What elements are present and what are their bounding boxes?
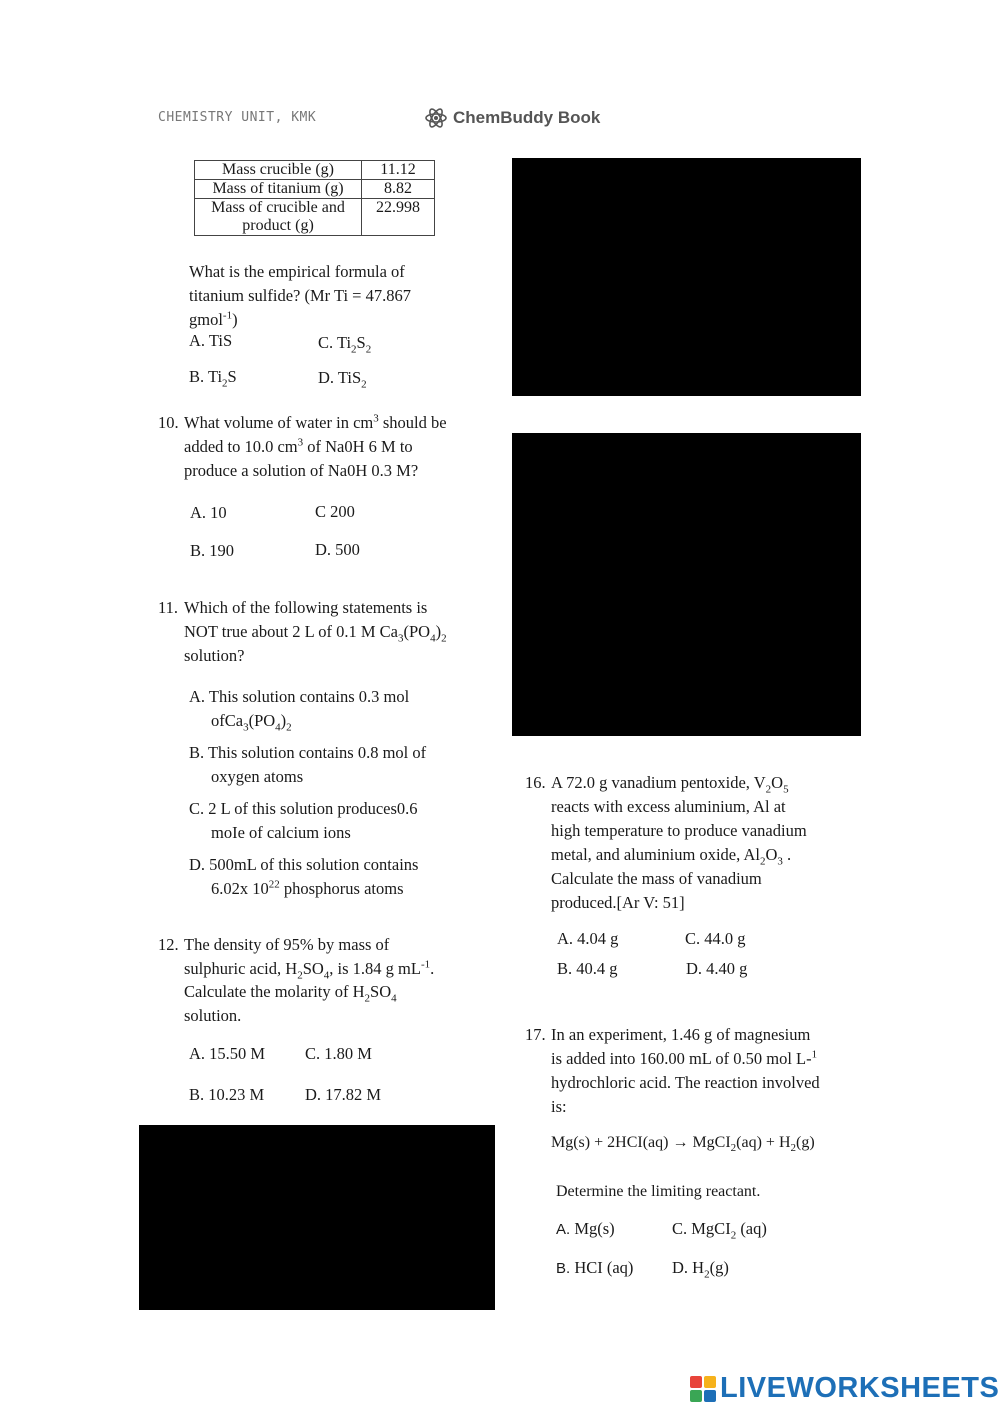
q10-option-a[interactable]: A. 10 xyxy=(190,503,227,522)
liveworksheets-logo-icon xyxy=(690,1376,716,1402)
q17-option-b[interactable]: B. HCI (aq) xyxy=(556,1258,634,1277)
q9-option-b[interactable]: B. $Ti_2S$ xyxy=(189,367,237,390)
q10-option-b[interactable]: B. 190 xyxy=(190,541,235,560)
text-line: reacts with excess aluminium, Al at xyxy=(551,797,786,816)
table-row xyxy=(195,199,435,236)
q12-option-d[interactable]: D. 17.82 M xyxy=(305,1085,382,1104)
question-number: 12. xyxy=(158,935,179,954)
text-line: What volume of water in $cm^3$ should be xyxy=(184,412,447,432)
table-cell: 22.998 xyxy=(362,199,435,236)
q16-option-a[interactable]: A. 4.04 g xyxy=(557,929,619,948)
footer-brand-name: LIVEWORKSHEETS xyxy=(720,1372,999,1404)
q9-option-d[interactable]: D. TiS$_2$ xyxy=(318,368,367,391)
q17-option-a[interactable]: A. Mg(s) xyxy=(556,1219,615,1238)
q16-option-c[interactable]: C. 44.0 g xyxy=(685,929,746,948)
text-line: Calculate the molarity of $H_2SO_4$ xyxy=(184,982,397,1005)
q9-option-a[interactable]: A. TiS xyxy=(189,331,233,350)
table-cell: Mass of titanium (g) xyxy=(195,180,362,199)
q11-option-c[interactable]: C. 2 L of this solution produces0.6 moIe of calcium ions xyxy=(189,799,418,842)
footer-brand[interactable] xyxy=(690,1372,999,1405)
text-line: is: xyxy=(551,1097,567,1116)
text-line: high temperature to produce vanadium xyxy=(551,821,807,840)
brand-name: ChemBuddy Book xyxy=(453,108,601,127)
table-cell: 8.82 xyxy=(362,180,435,199)
table-row xyxy=(195,180,435,199)
question-number: 11. xyxy=(158,598,179,617)
text-line: produce a solution of Na0H 0.3 M? xyxy=(184,461,419,480)
text-line: Which of the following statements is xyxy=(184,598,428,617)
q12-option-c[interactable]: C. 1.80 M xyxy=(305,1044,372,1063)
q10-option-d[interactable]: D. 500 xyxy=(315,540,360,559)
text-line: solution. xyxy=(184,1005,242,1025)
question-number: 16. xyxy=(525,773,546,792)
text-line: In an experiment, 1.46 g of magnesium xyxy=(551,1025,811,1044)
text-line: produced.[Ar V: 51] xyxy=(551,893,685,912)
atom-icon xyxy=(424,106,448,130)
text-line: hydrochloric acid. The reaction involved xyxy=(551,1073,820,1092)
table-cell: 11.12 xyxy=(362,161,435,180)
text-line: What is the empirical formula of xyxy=(189,262,405,281)
redacted-image xyxy=(512,433,861,736)
text-line: Calculate the mass of vanadium xyxy=(551,869,762,888)
q11-option-d[interactable]: D. 500mL of this solution contains 6.02x $10^{22}$ phosphorus atoms xyxy=(189,855,419,898)
table-row xyxy=(195,161,435,180)
q17-option-c[interactable]: C. MgCI$_2$ (aq) xyxy=(672,1219,767,1242)
q11-option-a[interactable]: A. This solution contains 0.3 mol $ofCa_3(PO_4)_2$ xyxy=(189,687,410,734)
q17-prompt: Determine the limiting reactant. xyxy=(556,1183,761,1200)
question-number: 10. xyxy=(158,413,179,432)
q16-option-b[interactable]: B. 40.4 g xyxy=(557,959,618,978)
q16-option-d[interactable]: D. 4.40 g xyxy=(686,959,748,978)
q17-equation: Mg(s) + 2HCI(aq) → MgCI$_2$(aq) + $H_2(g)$ xyxy=(551,1134,815,1155)
text-line: gmol$^{-1}$) xyxy=(189,309,238,329)
q12-option-b[interactable]: B. 10.23 M xyxy=(189,1085,265,1104)
text-line: NOT true about 2 L of 0.1 M $Ca_3(PO_4)_2$ xyxy=(184,622,447,645)
question-17 xyxy=(525,1023,845,1119)
q11-option-b[interactable]: B. This solution contains 0.8 mol of oxygen atoms xyxy=(189,743,427,786)
text-line: is added into 160.00 mL of 0.50 mol L-$^1$ xyxy=(551,1048,818,1068)
question-9-text xyxy=(189,260,411,332)
text-line: The density of 95% by mass of xyxy=(184,935,390,954)
table-cell: Mass of crucible and product (g) xyxy=(195,199,362,236)
redacted-image xyxy=(139,1125,495,1310)
text-line: metal, and aluminium oxide, $Al_2O_3$ . xyxy=(551,845,792,868)
question-12 xyxy=(158,933,473,1027)
mass-table xyxy=(194,160,435,236)
redacted-image xyxy=(512,158,861,396)
header-brand xyxy=(424,106,600,130)
q10-option-c[interactable]: C 200 xyxy=(315,502,355,521)
text-line: sulphuric acid, $H_2SO_4$, is 1.84 g $mL^{-1}$. xyxy=(184,958,435,981)
question-10 xyxy=(158,411,473,483)
question-11 xyxy=(158,596,473,668)
table-cell: Mass crucible (g) xyxy=(195,161,362,180)
text-line: A 72.0 g vanadium pentoxide, $V_2O_5$ xyxy=(551,773,789,796)
text-line: solution? xyxy=(184,646,245,665)
q9-option-c[interactable]: C. $Ti_2S_2$ xyxy=(318,333,372,356)
text-line: titanium sulfide? (Mr Ti = 47.867 xyxy=(189,286,411,305)
question-number: 17. xyxy=(525,1025,546,1044)
header-unit-label: CHEMISTRY UNIT, KMK xyxy=(158,110,317,125)
q17-option-d[interactable]: D. $H_2(g)$ xyxy=(672,1258,729,1281)
q12-option-a[interactable]: A. 15.50 M xyxy=(189,1044,266,1063)
question-16 xyxy=(525,771,845,915)
text-line: added to 10.0 $cm^3$ of Na0H 6 M to xyxy=(184,436,413,456)
